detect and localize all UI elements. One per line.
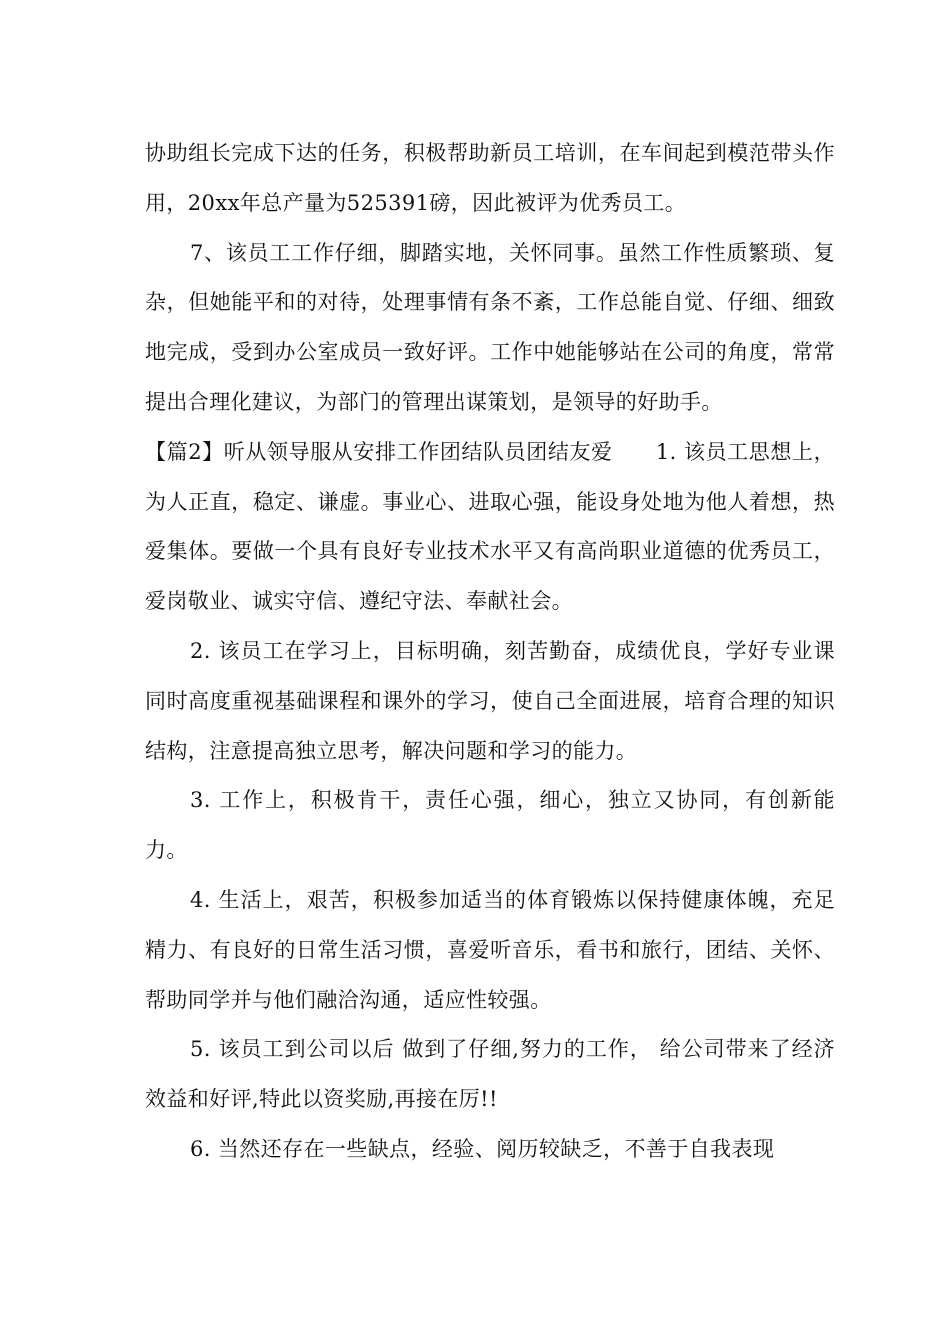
paragraph-item-2: 2. 该员工在学习上，目标明确，刻苦勤奋，成绩优良，学好专业课同时高度重视基础课程和课外的学习，使自己全面进展，培育合理的知识结构，注意提高独立思考，解决问题和学习的能力。	[145, 638, 835, 763]
paragraph-item-7: 7、该员工工作仔细，脚踏实地，关怀同事。虽然工作性质繁琐、复杂，但她能平和的对待，处理事情有条不紊，工作总能自觉、仔细、细致地完成，受到办公室成员一致好评。工作中她能够站在公司的角度，常常提出合理化建议，为部门的管理出谋策划，是领导的好助手。	[145, 240, 835, 414]
paragraph-item-3: 3. 工作上，积极肯干，责任心强，细心，独立又协同，有创新能力。	[145, 788, 835, 863]
paragraph-continuation: 协助组长完成下达的任务，积极帮助新员工培训，在车间起到模范带头作用，20xx年总产量为525391磅，因此被评为优秀员工。	[145, 141, 835, 215]
paragraph-item-5: 5. 该员工到公司以后 做到了仔细,努力的工作， 给公司带来了经济效益和好评,特此以资奖励,再接在厉!!	[145, 1037, 835, 1112]
document-body	[145, 129, 835, 1175]
paragraph-section-2-heading: 【篇2】听从领导服从安排工作团结队员团结友爱 1. 该员工思想上，为人正直，稳定、谦虚。事业心、进取心强，能设身处地为他人着想，热爱集体。要做一个具有良好专业技术水平又有高尚职业道德的优秀员工，爱岗敬业、诚实守信、遵纪守法、奉献社会。	[145, 439, 835, 614]
paragraph-item-6: 6. 当然还存在一些缺点，经验、阅历较缺乏，不善于自我表现	[190, 1136, 775, 1161]
paragraph-item-4: 4. 生活上，艰苦，积极参加适当的体育锻炼以保持健康体魄，充足精力、有良好的日常生活习惯，喜爱听音乐，看书和旅行，团结、关怀、帮助同学并与他们融洽沟通，适应性较强。	[145, 887, 835, 1012]
